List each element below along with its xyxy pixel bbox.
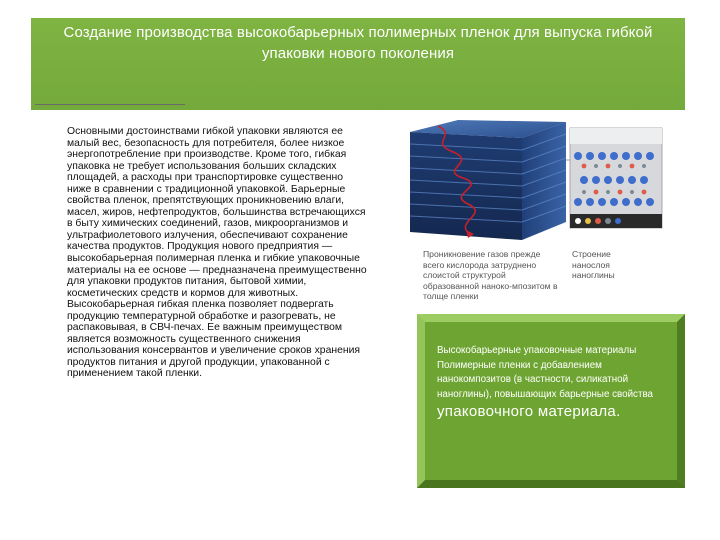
body-paragraph: Основными достоинствами гибкой упаковки являются ее малый вес, безопасность для потребителя, более низкое энергопотребление при производстве. Кроме того, гибкая упаковка не требует использования больших складских площадей, а расходы при транспортировке существенно ниже в сравнении с традиционной упаковкой. Барьерные свойства пленок, препятствующих проникновению влаги, масел, жиров, нефтепродуктов, большинства встречающихся в быту химических соединений, газов, микроорганизмов и ультрафиолетового излучения, обеспечивают сохранение качества продуктов. Продукция нового предприятия — высокобарьерная полимерная пленка и гибкие упаковочные материалы на ее основе — предназначена преимущественно для упаковки продуктов питания, бытовой химии, косметических средств и кормов для животных. Высокобарьерная гибкая пленка позволяет подвергать продукцию температурной обработке и разогревать, не распаковывая, в СВЧ-печах. Ее важным преимуществом является возможность существенного снижения использования консервантов и увеличение сроков хранения продуктов питания и другой продукции, упакованной с применением такой пленки. <box>67 126 367 380</box>
illustration-caption-nanoclay: Строение нанослоя наноглины <box>572 249 615 280</box>
info-box <box>417 314 685 488</box>
info-box-description: Полимерные пленки с добавлением нанокомпозитов (в частности, силикатной наноглины), повышающих барьерные свойства <box>437 359 653 400</box>
title-bar <box>31 18 685 110</box>
slide-title: Создание производства высокобарьерных полимерных пленок для выпуска гибкой упаковки нового поколения <box>63 24 653 62</box>
illustration-caption-gas: Проникновение газов прежде всего кислорода затруднено слоистой структурой образованной наноко-мпозитом в толще пленки <box>423 249 558 301</box>
layered-film-block <box>410 120 566 240</box>
info-box-content <box>437 344 669 422</box>
title-underline <box>35 104 185 105</box>
info-box-heading: Высокобарьерные упаковочные материалы <box>437 345 637 356</box>
nanoclay-structure-inset <box>570 128 662 228</box>
info-box-emphasis: упаковочного материала. <box>437 403 621 421</box>
